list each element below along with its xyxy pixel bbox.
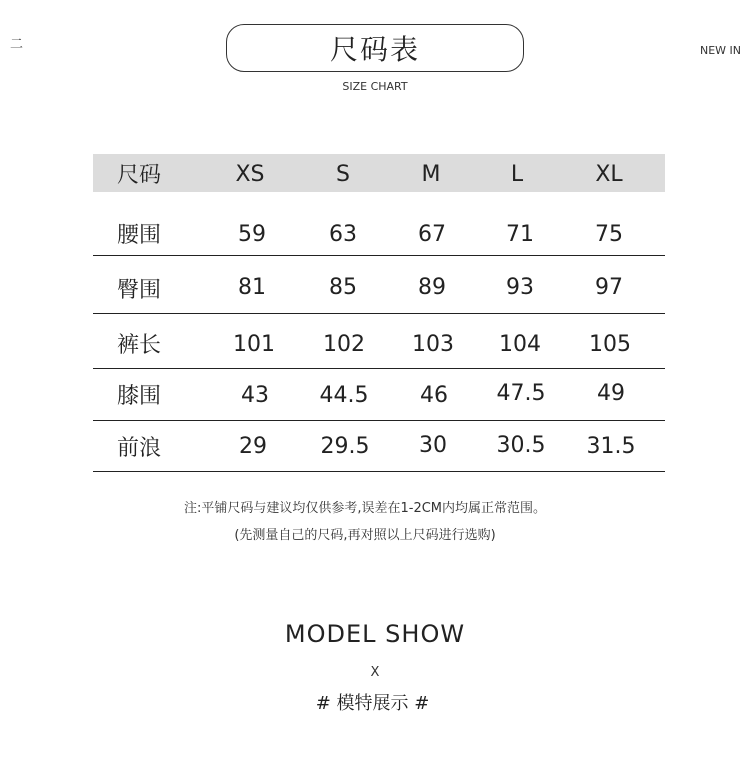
row-label: 前浪 [117, 436, 162, 461]
table-cell: 30 [419, 433, 447, 458]
header-cell-m: M [421, 162, 441, 187]
table-row-hip [93, 256, 665, 314]
table-cell: 104 [499, 332, 541, 357]
left-corner-mark: 二 [10, 37, 24, 52]
header-cell-s: S [336, 162, 350, 187]
table-cell: 102 [323, 332, 365, 357]
table-row-knee [93, 369, 665, 421]
row-label: 臀围 [117, 278, 162, 303]
header-cell-xl: XL [595, 162, 623, 187]
table-cell: 59 [238, 222, 266, 247]
size-chart-subtitle: SIZE CHART [342, 80, 408, 93]
row-label: 膝围 [117, 384, 162, 409]
table-cell: 31.5 [586, 434, 636, 459]
table-row-front-rise [93, 421, 665, 472]
header-cell-l: L [510, 162, 524, 187]
table-cell: 30.5 [496, 433, 546, 458]
table-cell: 29 [239, 434, 267, 459]
row-label: 腰围 [117, 223, 162, 248]
table-row-length [93, 314, 665, 369]
header-cell-xs: XS [235, 162, 265, 187]
table-cell: 81 [238, 275, 266, 300]
table-cell: 43 [241, 383, 269, 408]
size-chart-title: 尺码表 [226, 24, 524, 72]
table-cell: 101 [233, 332, 275, 357]
size-table [93, 154, 665, 472]
measurement-advice: (先测量自己的尺码,再对照以上尺码进行选购) [234, 528, 496, 543]
table-cell: 97 [595, 275, 623, 300]
header-cell-size: 尺码 [117, 163, 162, 188]
table-cell: 105 [589, 332, 631, 357]
table-cell: 71 [506, 222, 534, 247]
table-row-waist [93, 192, 665, 256]
table-cell: 46 [420, 383, 448, 408]
new-in-label: NEW IN [700, 44, 742, 57]
section-separator: X [370, 665, 380, 680]
size-table-header-row [93, 154, 665, 192]
table-cell: 63 [329, 222, 357, 247]
table-cell: 103 [412, 332, 454, 357]
table-cell: 29.5 [320, 434, 370, 459]
table-cell: 89 [418, 275, 446, 300]
model-show-title: MODEL SHOW [284, 620, 466, 648]
row-label: 裤长 [117, 333, 162, 358]
model-show-subtitle: # 模特展示 # [315, 693, 430, 714]
table-cell: 47.5 [496, 381, 546, 406]
table-cell: 44.5 [319, 383, 369, 408]
measurement-note: 注:平铺尺码与建议均仅供参考,误差在1-2CM内均属正常范围。 [183, 501, 547, 516]
table-cell: 49 [597, 381, 625, 406]
table-cell: 93 [506, 275, 534, 300]
table-cell: 85 [329, 275, 357, 300]
table-cell: 67 [418, 222, 446, 247]
table-cell: 75 [595, 222, 623, 247]
